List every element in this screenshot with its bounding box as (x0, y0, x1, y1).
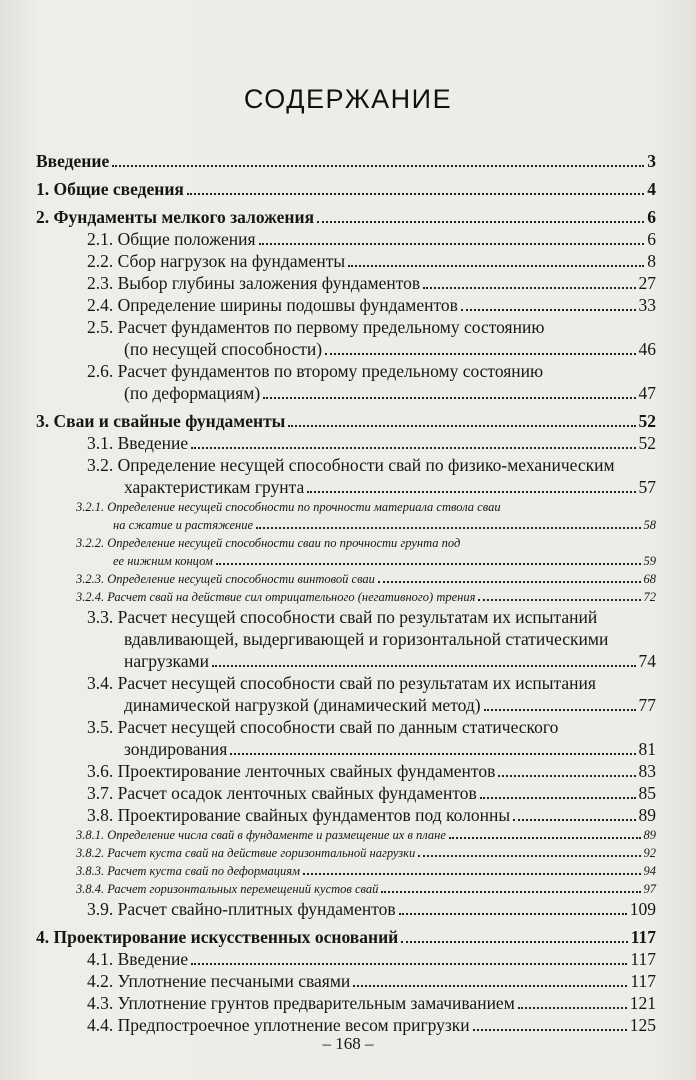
toc-entry-label: 3.2.3. Определение несущей способности винтовой сваи (76, 572, 375, 586)
dot-leader (401, 941, 627, 943)
toc-entry-label: 3.2. Определение несущей способности свай по физико-механическим (87, 455, 615, 475)
toc-page-number: 46 (638, 339, 656, 359)
toc-chapter (36, 150, 656, 172)
dot-leader (518, 1007, 627, 1009)
dot-leader (307, 491, 635, 493)
toc-entry-label: 2.1. Общие положения (87, 229, 256, 249)
toc-page-number: 68 (643, 572, 656, 586)
toc-page-number: 27 (638, 273, 656, 293)
toc-page-number: 109 (629, 899, 656, 919)
dot-leader (317, 221, 644, 223)
toc-chapter (36, 206, 656, 228)
toc-entry-label: 3. Сваи и свайные фундаменты (36, 411, 286, 431)
dot-leader (187, 193, 644, 195)
dot-leader (216, 563, 641, 565)
toc-entry-label: 3.2.4. Расчет свай на действие сил отрицательного (негативного) трения (76, 590, 476, 604)
dot-leader (449, 837, 641, 839)
toc-page-number: 125 (629, 1015, 656, 1035)
table-of-contents (36, 144, 656, 1036)
toc-entry-label: (по несущей способности) (124, 339, 323, 359)
page-number: – 168 – (322, 1034, 374, 1053)
toc-entry-label: ее нижним концом (113, 554, 213, 568)
toc-page-number: 74 (638, 651, 656, 671)
dot-leader (259, 243, 645, 245)
toc-entry-label: Введение (36, 151, 110, 171)
toc-section (36, 228, 656, 250)
dot-leader (484, 709, 636, 711)
dot-leader (191, 447, 635, 449)
toc-entry-label: на сжатие и растяжение (113, 518, 254, 532)
dot-leader (256, 527, 640, 529)
toc-section (36, 1014, 656, 1036)
toc-page-number: 81 (638, 739, 656, 759)
toc-entry-label: 3.8.1. Определение числа свай в фундаменте и размещение их в плане (76, 828, 446, 842)
toc-section (36, 898, 656, 920)
toc-entry-label: зондирования (124, 739, 228, 759)
dot-leader (478, 599, 640, 601)
toc-section (36, 272, 656, 294)
toc-section (36, 948, 656, 970)
toc-chapter (36, 926, 656, 948)
toc-page-number: 52 (638, 411, 656, 431)
toc-entry-label: 3.8.3. Расчет куста свай по деформациям (76, 864, 300, 878)
toc-section (36, 294, 656, 316)
toc-entry-label: характеристикам грунта (124, 477, 305, 497)
toc-page-number: 8 (647, 251, 656, 271)
toc-section (36, 716, 656, 760)
toc-page-number: 57 (638, 477, 656, 497)
toc-section (36, 992, 656, 1014)
toc-entry-label: 3.8. Проектирование свайных фундаментов под колонны (87, 805, 511, 825)
dot-leader (418, 855, 640, 857)
toc-section (36, 360, 656, 404)
dot-leader (513, 819, 635, 821)
toc-page-number: 83 (638, 761, 656, 781)
dot-leader (473, 1029, 627, 1031)
toc-subsection (36, 498, 656, 534)
dot-leader (423, 287, 635, 289)
toc-section (36, 432, 656, 454)
toc-subsection (36, 826, 656, 844)
dot-leader (263, 397, 635, 399)
toc-page-number: 85 (638, 783, 656, 803)
toc-section (36, 804, 656, 826)
toc-section (36, 316, 656, 360)
toc-page-number: 89 (638, 805, 656, 825)
toc-page-number: 59 (643, 554, 656, 568)
toc-entry-label: динамической нагрузкой (динамический метод) (124, 695, 481, 715)
toc-subsection (36, 844, 656, 862)
toc-entry-label: 2.3. Выбор глубины заложения фундаментов (87, 273, 421, 293)
toc-entry-label: 2.6. Расчет фундаментов по второму предельному состоянию (87, 361, 544, 381)
toc-entry-label: 4.2. Уплотнение песчаными сваями (87, 971, 351, 991)
dot-leader (381, 891, 640, 893)
toc-entry-label: 2.4. Определение ширины подошвы фундаментов (87, 295, 458, 315)
toc-section (36, 672, 656, 716)
dot-leader (353, 985, 627, 987)
toc-subsection (36, 862, 656, 880)
toc-chapter (36, 410, 656, 432)
dot-leader (303, 873, 641, 875)
toc-page-number: 117 (630, 971, 656, 991)
toc-page-number: 6 (647, 229, 656, 249)
toc-page-number: 117 (630, 949, 656, 969)
toc-subsection (36, 588, 656, 606)
toc-entry-label: нагрузками (124, 651, 209, 671)
toc-entry-label: 4.1. Введение (87, 949, 189, 969)
toc-subsection (36, 534, 656, 570)
dot-leader (348, 265, 644, 267)
dot-leader (112, 165, 644, 167)
dot-leader (191, 963, 627, 965)
toc-entry-label: вдавливающей, выдергивающей и горизонтальной статическими (124, 629, 609, 649)
toc-page-number: 89 (643, 828, 656, 842)
toc-entry-label: 2. Фундаменты мелкого заложения (36, 207, 315, 227)
toc-entry-label: (по деформациям) (124, 383, 261, 403)
dot-leader (230, 753, 635, 755)
dot-leader (378, 581, 641, 583)
toc-subsection (36, 570, 656, 588)
toc-chapter (36, 178, 656, 200)
toc-entry-label: 3.1. Введение (87, 433, 189, 453)
toc-section (36, 782, 656, 804)
toc-entry-label: 2.2. Сбор нагрузок на фундаменты (87, 251, 346, 271)
toc-entry-label: 3.6. Проектирование ленточных свайных фундаментов (87, 761, 496, 781)
toc-entry-label: 2.5. Расчет фундаментов по первому предельному состоянию (87, 317, 545, 337)
toc-page-number: 52 (638, 433, 656, 453)
toc-section (36, 454, 656, 498)
toc-section (36, 760, 656, 782)
toc-page-number: 58 (643, 518, 656, 532)
dot-leader (325, 353, 635, 355)
toc-page-number: 72 (643, 590, 656, 604)
toc-entry-label: 3.2.1. Определение несущей способности по прочности материала ствола сваи (76, 500, 501, 514)
toc-page-number: 4 (647, 179, 656, 199)
toc-page-number: 77 (638, 695, 656, 715)
toc-page-number: 6 (647, 207, 656, 227)
toc-page-number: 97 (643, 882, 656, 896)
toc-entry-label: 3.4. Расчет несущей способности свай по результатам их испытания (87, 673, 596, 693)
toc-entry-label: 3.8.4. Расчет горизонтальных перемещений кустов свай (76, 882, 379, 896)
dot-leader (212, 665, 636, 667)
toc-page-number: 117 (630, 927, 656, 947)
toc-page-number: 92 (643, 846, 656, 860)
toc-entry-label: 3.2.2. Определение несущей способности сваи по прочности грунта под (76, 536, 461, 550)
toc-entry-label: 1. Общие сведения (36, 179, 184, 199)
toc-page-number: 47 (638, 383, 656, 403)
toc-entry-label: 3.7. Расчет осадок ленточных свайных фундаментов (87, 783, 477, 803)
toc-subsection (36, 880, 656, 898)
page-title: СОДЕРЖАНИЕ (243, 84, 453, 114)
toc-section (36, 250, 656, 272)
toc-section (36, 606, 656, 672)
dot-leader (288, 425, 635, 427)
toc-entry-label: 4.4. Предпостроечное уплотнение весом пригрузки (87, 1015, 470, 1035)
dot-leader (480, 797, 636, 799)
dot-leader (399, 913, 627, 915)
toc-page-number: 33 (638, 295, 656, 315)
toc-page-number: 94 (643, 864, 656, 878)
toc-entry-label: 3.8.2. Расчет куста свай на действие горизонтальной нагрузки (76, 846, 416, 860)
toc-entry-label: 4.3. Уплотнение грунтов предварительным замачиванием (87, 993, 515, 1013)
toc-entry-label: 4. Проектирование искусственных оснований (36, 927, 399, 947)
toc-page-number: 121 (629, 993, 656, 1013)
toc-section (36, 970, 656, 992)
toc-entry-label: 3.3. Расчет несущей способности свай по результатам их испытаний (87, 607, 598, 627)
toc-entry-label: 3.5. Расчет несущей способности свай по данным статического (87, 717, 559, 737)
dot-leader (498, 775, 635, 777)
toc-entry-label: 3.9. Расчет свайно-плитных фундаментов (87, 899, 396, 919)
dot-leader (461, 309, 636, 311)
toc-page-number: 3 (647, 151, 656, 171)
